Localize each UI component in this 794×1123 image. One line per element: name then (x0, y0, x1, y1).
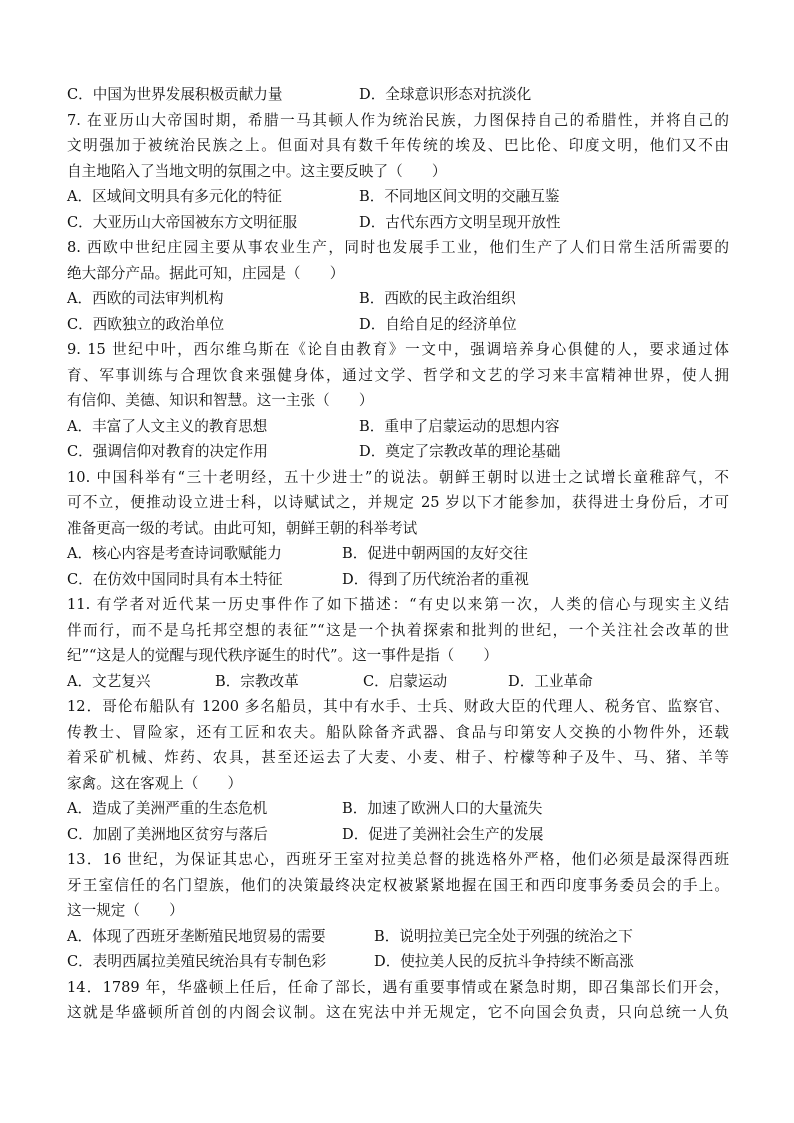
option-row (67, 210, 729, 236)
option-a: A．核心内容是考查诗词歌赋能力 (67, 545, 282, 562)
option-row (67, 541, 729, 567)
question-8-text: 绝大部分产品。据此可知，庄园是（ ） (67, 264, 345, 282)
question-7-text: 自主地陷入了当地文明的氛围之中。这主要反映了（ ） (67, 162, 447, 180)
question-10-text: 准备更高一级的考试。由此可知，朝鲜王朝的科举考试 (67, 519, 418, 537)
question-9-text: 有信仰、美德、知识和智慧。这一主张（ ） (67, 392, 374, 409)
option-d: D．促进了美洲社会生产的发展 (342, 825, 544, 843)
option-c: C．启蒙运动 (363, 672, 448, 690)
option-row (67, 286, 729, 312)
question-9-text: 育、军事训练与合理饮食来强健身体，通过文学、哲学和文艺的学习来丰富精神世界，使人拥 (67, 366, 729, 384)
option-c: C．大亚历山大帝国被东方文明征服 (67, 213, 298, 231)
question-12-text: 12．哥伦布船队有 1200 多名船员，其中有水手、士兵、财政大臣的代理人、税务官、监察官、 (67, 698, 729, 715)
option-c: C．强调信仰对教育的决定作用 (67, 443, 268, 460)
option-row (67, 439, 729, 465)
question-9-text: 9. 15 世纪中叶，西尔维乌斯在《论自由教育》一文中，强调培养身心俱健的人，要求通过体 (67, 341, 729, 358)
question-12-text: 家禽。这在客观上（ ） (67, 774, 243, 792)
option-b: B．重申了启蒙运动的思想内容 (359, 417, 560, 435)
question-13-text: 这一规定（ ） (67, 902, 184, 919)
question-12-text: 着采矿机械、炸药、农具，甚至还运去了大麦、小麦、柑子、柠檬等种子及牛、马、猪、羊等 (67, 749, 729, 766)
option-row (67, 949, 729, 975)
question-10-text: 10. 中国科举有“三十老明经，五十少进士”的说法。朝鲜王朝时以进士之试增长童稚辞气，不 (67, 468, 729, 486)
question-11-text: 11. 有学者对近代某一历史事件作了如下描述：“有史以来第一次，人类的信心与现实主义结 (67, 596, 729, 613)
option-b: B．促进中朝两国的友好交往 (342, 545, 528, 562)
option-c: C．西欧独立的政治单位 (67, 315, 225, 333)
question-13-text: 牙王室信任的名门望族，他们的决策最终决定权被紧紧地握在国王和西印度事务委员会的手上。 (67, 876, 729, 894)
option-b: B．加速了欧洲人口的大量流失 (342, 800, 543, 817)
option-a: A．体现了西班牙垄断殖民地贸易的需要 (67, 927, 326, 945)
option-a: A．丰富了人文主义的教育思想 (67, 417, 268, 435)
option-c: C．在仿效中国同时具有本土特征 (67, 570, 283, 588)
option-b: B．不同地区间文明的交融互鉴 (359, 188, 560, 205)
option-d: D．全球意识形态对抗淡化 (359, 86, 532, 103)
option-d: D．自给自足的经济单位 (359, 315, 517, 333)
option-row (67, 567, 729, 593)
question-7-text: 7. 在亚历山大帝国时期，希腊一马其顿人作为统治民族，力图保持自己的希腊性，并将自己的 (67, 111, 729, 129)
option-a: A．造成了美洲严重的生态危机 (67, 800, 268, 817)
question-7-text: 文明强加于被统治民族之上。但面对具有数千年传统的埃及、巴比伦、印度文明，他们又不由 (67, 137, 729, 154)
option-c: C．中国为世界发展积极贡献力量 (67, 86, 283, 103)
question-11-text: 伴而行，而不是乌托邦空想的表征”“这是一个执着探索和批判的世纪，一个关注社会改革的世 (67, 621, 729, 639)
option-row (67, 924, 729, 950)
option-d: D．使拉美人民的反抗斗争持续不断高涨 (374, 953, 634, 970)
question-8-text: 8. 西欧中世纪庄园主要从事农业生产，同时也发展手工业，他们生产了人们日常生活所需要的 (67, 239, 729, 256)
question-11-text: 纪”“这是人的觉醒与现代秩序诞生的时代”。这一事件是指（ ） (67, 647, 499, 664)
option-b: B．宗教改革 (215, 672, 299, 690)
option-c: C．加剧了美洲地区贫穷与落后 (67, 825, 268, 843)
option-d: D．奠定了宗教改革的理论基础 (359, 443, 561, 460)
question-12-text: 传教士、冒险家，还有工匠和农夫。船队除备齐武器、食品与印第安人交换的小物件外，还载 (67, 723, 729, 741)
option-d: D．得到了历代统治者的重视 (342, 570, 529, 588)
question-14-text: 这就是华盛顿所首创的内阁会议制。这在宪法中并无规定，它不向国会负责，只向总统一人负 (67, 1004, 729, 1021)
question-13-text: 13．16 世纪，为保证其忠心，西班牙王室对拉美总督的挑选格外严格，他们必须是最深得西班 (67, 851, 729, 868)
option-a: A．区域间文明具有多元化的特征 (67, 188, 282, 205)
question-10-text: 可不立，便推动设立进士科，以诗赋试之，并规定 25 岁以下才能参加，获得进士身份后，才可 (67, 494, 729, 511)
option-c: C．表明西属拉美殖民统治具有专制色彩 (67, 953, 327, 970)
option-d: D．古代东西方文明呈现开放性 (359, 213, 561, 231)
option-a: A．文艺复兴 (67, 672, 151, 690)
option-row (67, 822, 729, 848)
option-row (67, 184, 729, 210)
option-row (67, 669, 729, 695)
option-row (67, 796, 729, 822)
option-row (67, 312, 729, 338)
question-14-text: 14．1789 年，华盛顿上任后，任命了部长，遇有重要事情或在紧急时期，即召集部长们开会， (67, 978, 729, 996)
option-a: A．西欧的司法审判机构 (67, 290, 224, 307)
exam-page (67, 82, 729, 1026)
option-b: B．西欧的民主政治组织 (359, 290, 516, 307)
option-b: B．说明拉美已完全处于列强的统治之下 (374, 927, 633, 945)
option-d: D．工业革命 (508, 672, 593, 690)
option-row (67, 82, 729, 108)
option-row (67, 414, 729, 440)
